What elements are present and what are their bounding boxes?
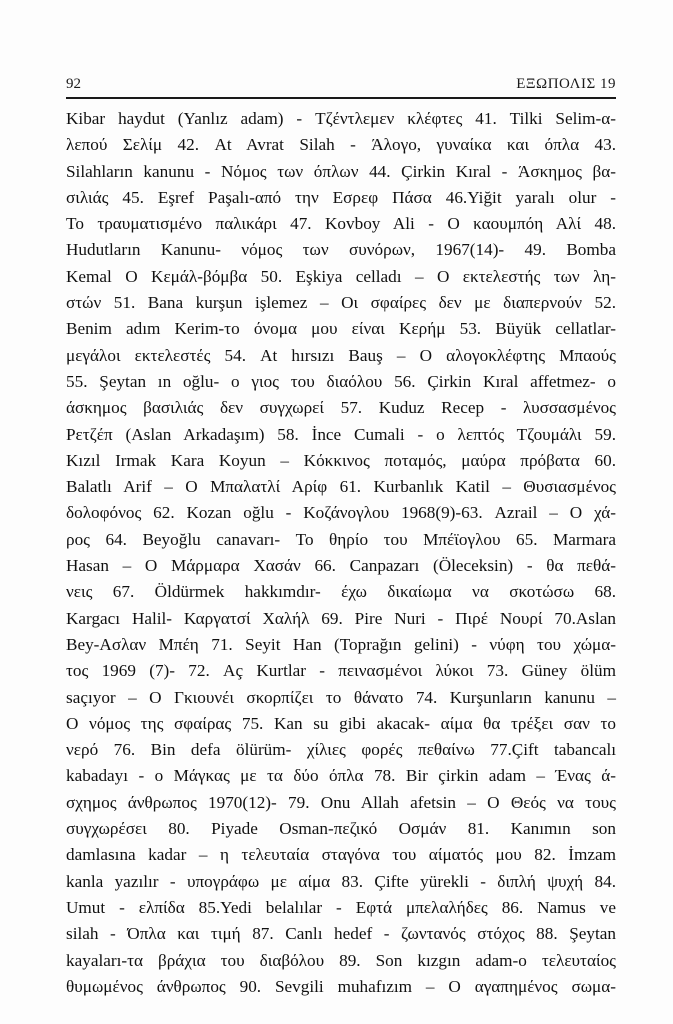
text-line: Ρετζέπ (Aslan Arkadaşım) 58. İnce Cumali - ο λεπτός Τζουμάλι 59.: [66, 424, 616, 444]
text-line: Kibar haydut (Yanlız adam) - Τζέντλεμεν κλέφτες 41. Tilki Selim-α-: [66, 109, 616, 128]
text-line: συγχωρέσει 80. Piyade Osman-πεζικό Οσμάν 81. Kanımın son: [66, 819, 616, 839]
text-line: Bey-Ασλαν Μπέη 71. Seyit Han (Toprağın gelini) - νύφη του χώμα-: [66, 634, 616, 654]
text-line: Hasan – Ο Μάρμαρα Χασάν 66. Canpazarı (Öleceksin) - θα πεθά-: [66, 556, 616, 576]
text-line: Silahların kanunu - Νόμος των όπλων 44. Çirkin Kıral - Άσκημος βα-: [66, 161, 616, 181]
text-line: σιλιάς 45. Eşref Paşalı-από την Εσρεφ Πάσα 46.Yiğit yaralı olur -: [66, 187, 616, 207]
text-line: νερό 76. Bin defa ölürüm- χίλιες φορές πεθαίνω 77.Çift tabancalı: [66, 740, 616, 760]
text-line: στών 51. Bana kurşun işlemez – Οι σφαίρες δεν με διαπερνούν 52.: [66, 293, 616, 313]
text-line: kayaları-τα βράχια του διαβόλου 89. Son kızgın adam-ο τελευταίος: [66, 950, 616, 970]
text-line: ρος 64. Beyoğlu canavarı- Το θηρίο του Μπέϊογλου 65. Marmara: [66, 529, 616, 549]
text-line: σχημος άνθρωπος 1970(12)- 79. Onu Allah afetsin – Ο Θεός να τους: [66, 792, 616, 812]
text-line: Balatlı Arif – Ο Μπαλατλί Αρίφ 61. Kurbanlık Katil – Θυσιασμένος: [66, 477, 616, 497]
text-line: Kargacı Halil- Καργατσί Χαλήλ 69. Pire Nuri - Πιρέ Νουρί 70.Aslan: [66, 608, 616, 628]
text-line: kanla yazılır - υπογράφω με αίμα 83. Çifte yürekli - διπλή ψυχή 84.: [66, 871, 616, 891]
text-line: Το τραυματισμένο παλικάρι 47. Kovboy Ali - Ο καουμπόη Αλί 48.: [66, 214, 616, 234]
text-line: θυμωμένος άνθρωπος 90. Sevgili muhafızım – Ο αγαπημένος σωμα-: [66, 976, 616, 996]
text-line: kabadayı - ο Μάγκας με τα δύο όπλα 78. Bir çirkin adam – Ένας ά-: [66, 766, 616, 786]
text-line: μεγάλοι εκτελεστές 54. At hırsızı Bauş – Ο αλογοκλέφτης Μπαούς: [66, 345, 616, 365]
page-number: 92: [66, 76, 81, 92]
text-line: τος 1969 (7)- 72. Aç Kurtlar - πεινασμένοι λύκοι 73. Güney ölüm: [66, 661, 616, 681]
text-line: damlasına kadar – η τελευταία σταγόνα του αίματός μου 82. İmzam: [66, 845, 616, 865]
body-text: [66, 106, 616, 1000]
text-line: Kızıl Irmak Kara Koyun – Κόκκινος ποταμός, μαύρα πρόβατα 60.: [66, 450, 616, 470]
text-line: saçıyor – Ο Γκιουνέι σκορπίζει το θάνατο 74. Kurşunların kanunu –: [66, 687, 616, 707]
text-line: νεις 67. Öldürmek hakkımdır- έχω δικαίωμα να σκοτώσω 68.: [66, 582, 616, 602]
text-line: δολοφόνος 62. Kozan oğlu - Κοζάνογλου 1968(9)-63. Azrail – Ο χά-: [66, 503, 616, 523]
running-head: ΕΞΩΠΟΛΙΣ 19: [516, 76, 616, 92]
text-line: Umut - ελπίδα 85.Yedi belalılar - Εφτά μπελαλήδες 86. Namus ve: [66, 897, 616, 917]
text-line: Hudutların Kanunu- νόμος των συνόρων, 1967(14)- 49. Bomba: [66, 240, 616, 260]
text-line: Kemal Ο Κεμάλ-βόμβα 50. Eşkiya celladı – Ο εκτελεστής των λη-: [66, 266, 616, 286]
text-line: 55. Şeytan ın oğlu- ο γιος του διαόλου 56. Çirkin Kıral affetmez- ο: [66, 371, 616, 391]
text-line: Ο νόμος της σφαίρας 75. Kan su gibi akacak- αίμα θα τρέξει σαν το: [66, 713, 616, 733]
header-rule: [66, 97, 616, 99]
text-line: silah - Όπλα και τιμή 87. Canlı hedef - ζωντανός στόχος 88. Şeytan: [66, 924, 616, 944]
text-line: λεπού Σελίμ 42. At Avrat Silah - Άλογο, γυναίκα και όπλα 43.: [66, 135, 616, 155]
page-header: [66, 76, 616, 96]
text-line: άσκημος βασιλιάς δεν συγχωρεί 57. Kuduz Recep - λυσσασμένος: [66, 398, 616, 418]
text-line: Benim adım Kerim-το όνομα μου είναι Κερήμ 53. Büyük cellatlar-: [66, 319, 616, 339]
